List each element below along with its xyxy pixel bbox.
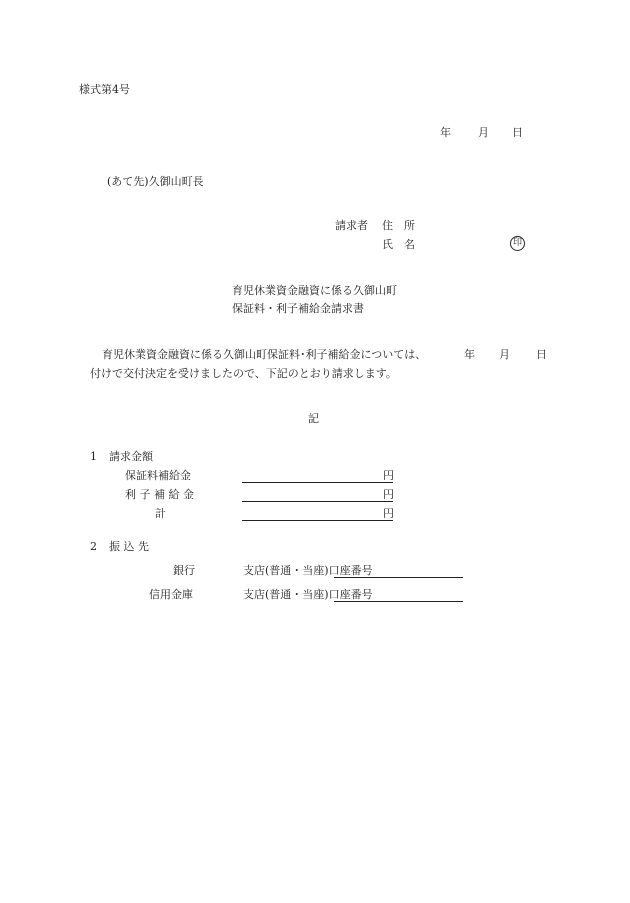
- date-month: 月: [478, 126, 489, 139]
- body-month: 月: [499, 348, 510, 361]
- bank-detail: 支店(普通・当座)口座番号: [243, 564, 373, 577]
- section-2-number: 2: [90, 540, 97, 553]
- interest-subsidy-unit: 円: [383, 488, 394, 501]
- interest-subsidy-line: [242, 501, 393, 502]
- credit-union-detail: 支店(普通・当座)口座番号: [243, 588, 373, 601]
- guarantee-fee-label: 保証料補給金: [125, 469, 191, 482]
- body-line-1: 育児休業資金融資に係る久御山町保証料･利子補給金については、: [102, 348, 427, 361]
- total-line: [242, 520, 393, 521]
- section-2-heading: 振 込 先: [109, 540, 149, 553]
- form-number: 様式第4号: [79, 83, 130, 96]
- body-year: 年: [464, 348, 475, 361]
- name-label: 氏 名: [382, 238, 415, 251]
- credit-union-label: 信用金庫: [149, 588, 193, 601]
- ki-heading: 記: [308, 412, 319, 425]
- date-year: 年: [440, 126, 451, 139]
- date-day: 日: [512, 126, 523, 139]
- interest-subsidy-label: 利 子 補 給 金: [125, 488, 194, 501]
- addressee: (あて先)久御山町長: [107, 175, 204, 188]
- seal-mark: 印: [510, 236, 525, 251]
- address-label: 住 所: [382, 219, 415, 232]
- section-1-heading: 請求金額: [109, 450, 153, 463]
- guarantee-fee-unit: 円: [383, 469, 394, 482]
- bank-account-line: [334, 577, 463, 578]
- guarantee-fee-line: [242, 482, 393, 483]
- title-line-2: 保証料・利子補給金請求書: [232, 302, 364, 315]
- credit-union-account-line: [334, 601, 463, 602]
- section-1-number: 1: [90, 450, 97, 463]
- total-label: 計: [155, 507, 166, 520]
- bank-label: 銀行: [173, 564, 195, 577]
- body-line-2: 付けで交付決定を受けましたので、下記のとおり請求します。: [90, 367, 397, 380]
- title-line-1: 育児休業資金融資に係る久御山町: [232, 284, 397, 297]
- requester-label: 請求者: [335, 219, 368, 232]
- body-day: 日: [536, 348, 547, 361]
- total-unit: 円: [383, 507, 394, 520]
